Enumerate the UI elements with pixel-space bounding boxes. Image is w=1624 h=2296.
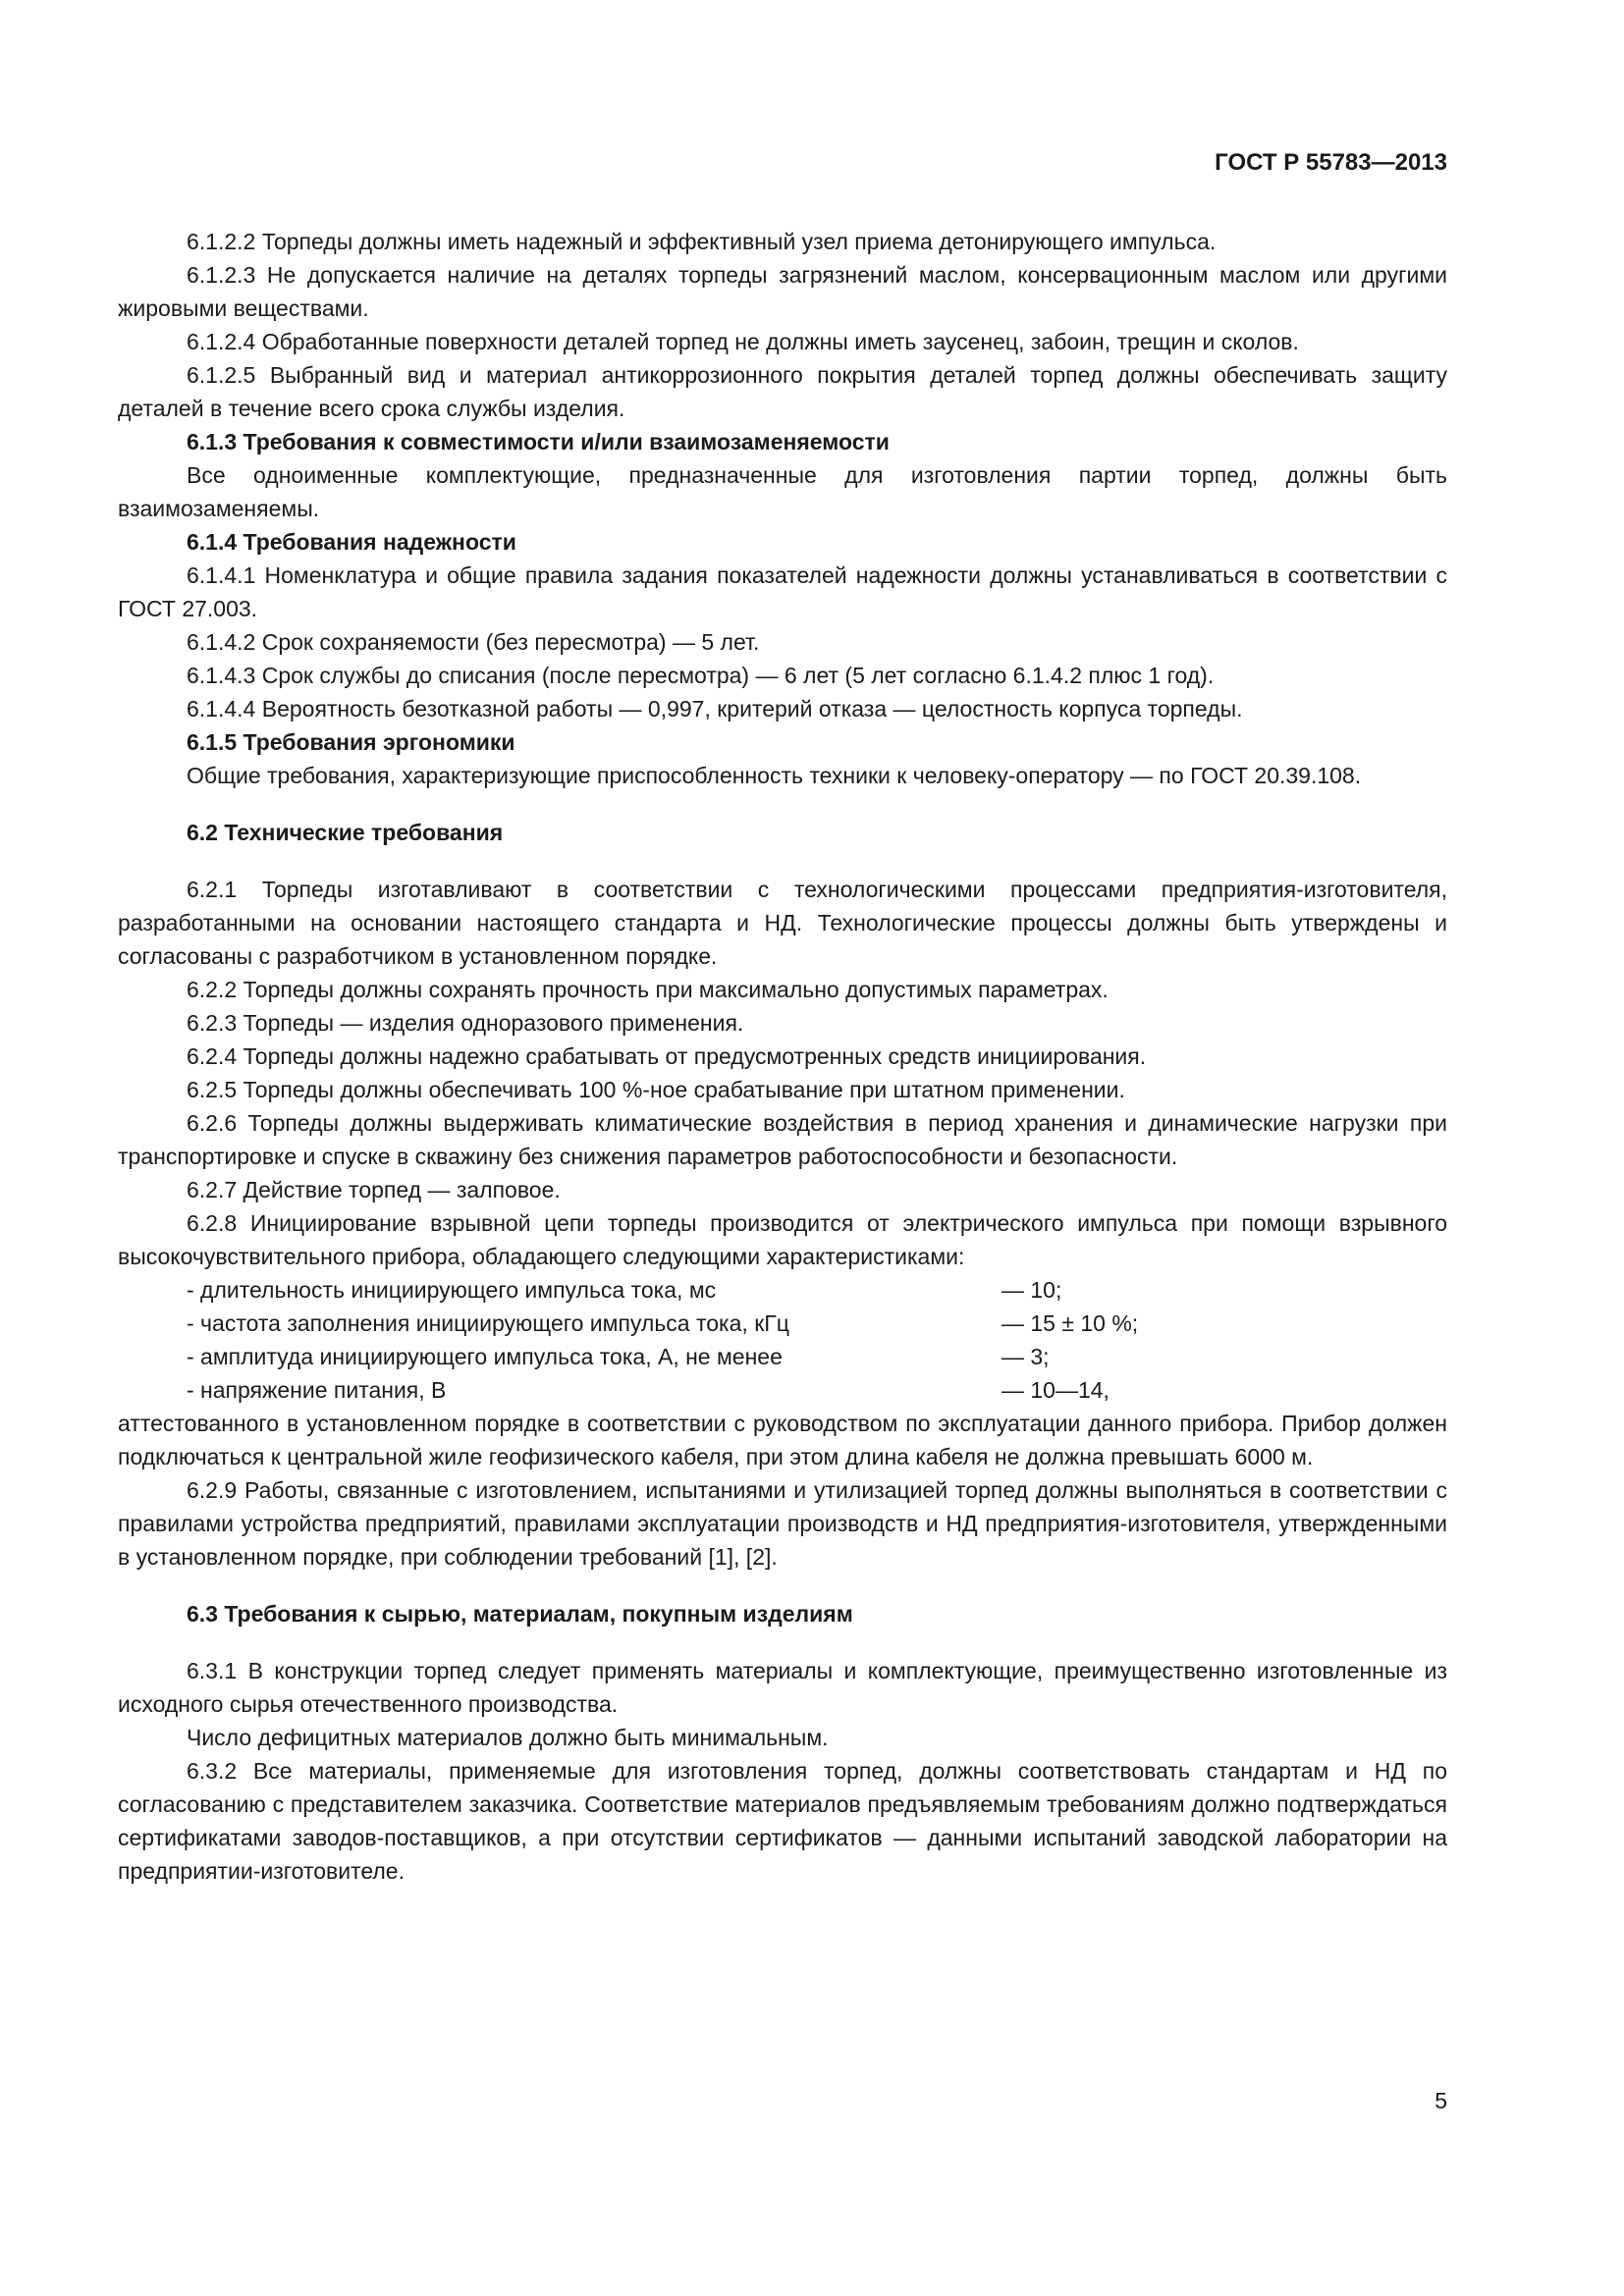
paragraph-6-1-2-3: 6.1.2.3 Не допускается наличие на деталях торпеды загрязнений маслом, консервационным маслом или другими жировыми веществами.	[118, 262, 1447, 321]
list-item-label: - напряжение питания, В	[187, 1377, 447, 1403]
paragraph-6-2-7: 6.2.7 Действие торпед — залповое.	[187, 1177, 561, 1202]
paragraph-6-1-2-2: 6.1.2.2 Торпеды должны иметь надежный и эффективный узел приема детонирующего импульса.	[187, 229, 1217, 254]
heading-6-3: 6.3 Требования к сырью, материалам, покупным изделиям	[187, 1601, 853, 1627]
paragraph-6-2-6: 6.2.6 Торпеды должны выдерживать климатические воздействия в период хранения и динамические нагрузки при транспортировке и спуске в скважину без снижения параметров работоспособности и безопасности.	[118, 1110, 1447, 1169]
list-item-label: - частота заполнения инициирующего импульса тока, кГц	[187, 1310, 789, 1336]
heading-6-1-3: 6.1.3 Требования к совместимости и/или взаимозаменяемости	[187, 429, 890, 454]
paragraph-6-2-2: 6.2.2 Торпеды должны сохранять прочность при максимально допустимых параметрах.	[187, 977, 1109, 1002]
paragraph-6-2-5: 6.2.5 Торпеды должны обеспечивать 100 %-ное срабатывание при штатном применении.	[187, 1077, 1125, 1102]
paragraph-6-1-4-1: 6.1.4.1 Номенклатура и общие правила задания показателей надежности должны устанавливаться в соответствии с ГОСТ 27.003.	[118, 562, 1447, 621]
list-item-value: — 3;	[1001, 1344, 1050, 1369]
paragraph-6-3-1-b: Число дефицитных материалов должно быть минимальным.	[187, 1725, 829, 1750]
paragraph-6-1-5: Общие требования, характеризующие приспособленность техники к человеку-оператору — по ГОСТ 20.39.108.	[187, 763, 1362, 788]
document-body	[118, 225, 1447, 1888]
paragraph-6-1-4-4: 6.1.4.4 Вероятность безотказной работы — 0,997, критерий отказа — целостность корпуса торпеды.	[187, 696, 1243, 721]
paragraph-6-2-3: 6.2.3 Торпеды — изделия одноразового применения.	[187, 1010, 744, 1036]
list-item	[118, 1307, 1447, 1340]
heading-6-2: 6.2 Технические требования	[187, 820, 504, 845]
list-item	[118, 1340, 1447, 1373]
list-item	[118, 1273, 1447, 1307]
paragraph-6-3-2: 6.3.2 Все материалы, применяемые для изготовления торпед, должны соответствовать стандартам и НД по согласованию с представителем заказчика. Соответствие материалов предъявляемым требованиям должно подтверждаться сертификатами заводов-поставщиков, а при отсутствии сертификатов — данными испытаний заводской лаборатории на предприятии-изготовителе.	[118, 1758, 1447, 1884]
paragraph-6-3-1: 6.3.1 В конструкции торпед следует применять материалы и комплектующие, преимущественно изготовленные из исходного сырья отечественного производства.	[118, 1658, 1447, 1717]
list-item-value: — 10—14,	[1001, 1377, 1110, 1403]
heading-6-1-4: 6.1.4 Требования надежности	[187, 529, 516, 555]
paragraph-6-1-4-2: 6.1.4.2 Срок сохраняемости (без пересмотра) — 5 лет.	[187, 629, 760, 655]
paragraph-6-1-2-5: 6.1.2.5 Выбранный вид и материал антикоррозионного покрытия деталей торпед должны обеспечивать защиту деталей в течение всего срока службы изделия.	[118, 362, 1447, 421]
paragraph-6-2-9: 6.2.9 Работы, связанные с изготовлением, испытаниями и утилизацией торпед должны выполняться в соответствии с правилами устройства предприятий, правилами эксплуатации производств и НД предприятия-изготовителя, утвержденными в установленном порядке, при соблюдении требований [1], [2].	[118, 1477, 1447, 1570]
paragraph-6-2-1: 6.2.1 Торпеды изготавливают в соответствии с технологическими процессами предприятия-изготовителя, разработанными на основании настоящего стандарта и НД. Технологические процессы должны быть утверждены и согласованы с разработчиком в установленном порядке.	[118, 877, 1447, 969]
list-item-label: - длительность инициирующего импульса тока, мс	[187, 1277, 717, 1303]
paragraph-6-2-4: 6.2.4 Торпеды должны надежно срабатывать от предусмотренных средств инициирования.	[187, 1043, 1147, 1069]
paragraph-6-1-4-3: 6.1.4.3 Срок службы до списания (после пересмотра) — 6 лет (5 лет согласно 6.1.4.2 плюс 1 год).	[187, 663, 1215, 688]
paragraph-6-1-2-4: 6.1.2.4 Обработанные поверхности деталей торпед не должны иметь заусенец, забоин, трещин и сколов.	[187, 329, 1299, 354]
list-item	[118, 1373, 1447, 1407]
page-number: 5	[1435, 2088, 1447, 2113]
paragraph-6-1-3: Все одноименные комплектующие, предназначенные для изготовления партии торпед, должны быть взаимозаменяемы.	[118, 462, 1447, 521]
list-item-value: — 15 ± 10 %;	[1001, 1310, 1139, 1336]
paragraph-6-2-8-continued: аттестованного в установленном порядке в соответствии с руководством по эксплуатации данного прибора. Прибор должен подключаться к центральной жиле геофизического кабеля, при этом длина кабеля не должна превышать 6000 м.	[118, 1411, 1447, 1469]
paragraph-6-2-8: 6.2.8 Инициирование взрывной цепи торпеды производится от электрического импульса при помощи взрывного высокочувствительного прибора, обладающего следующими характеристиками:	[118, 1210, 1447, 1269]
list-item-value: — 10;	[1001, 1277, 1062, 1303]
list-item-label: - амплитуда инициирующего импульса тока, А, не менее	[187, 1344, 783, 1369]
document-code-header: ГОСТ Р 55783—2013	[1215, 149, 1447, 176]
heading-6-1-5: 6.1.5 Требования эргономики	[187, 729, 515, 755]
